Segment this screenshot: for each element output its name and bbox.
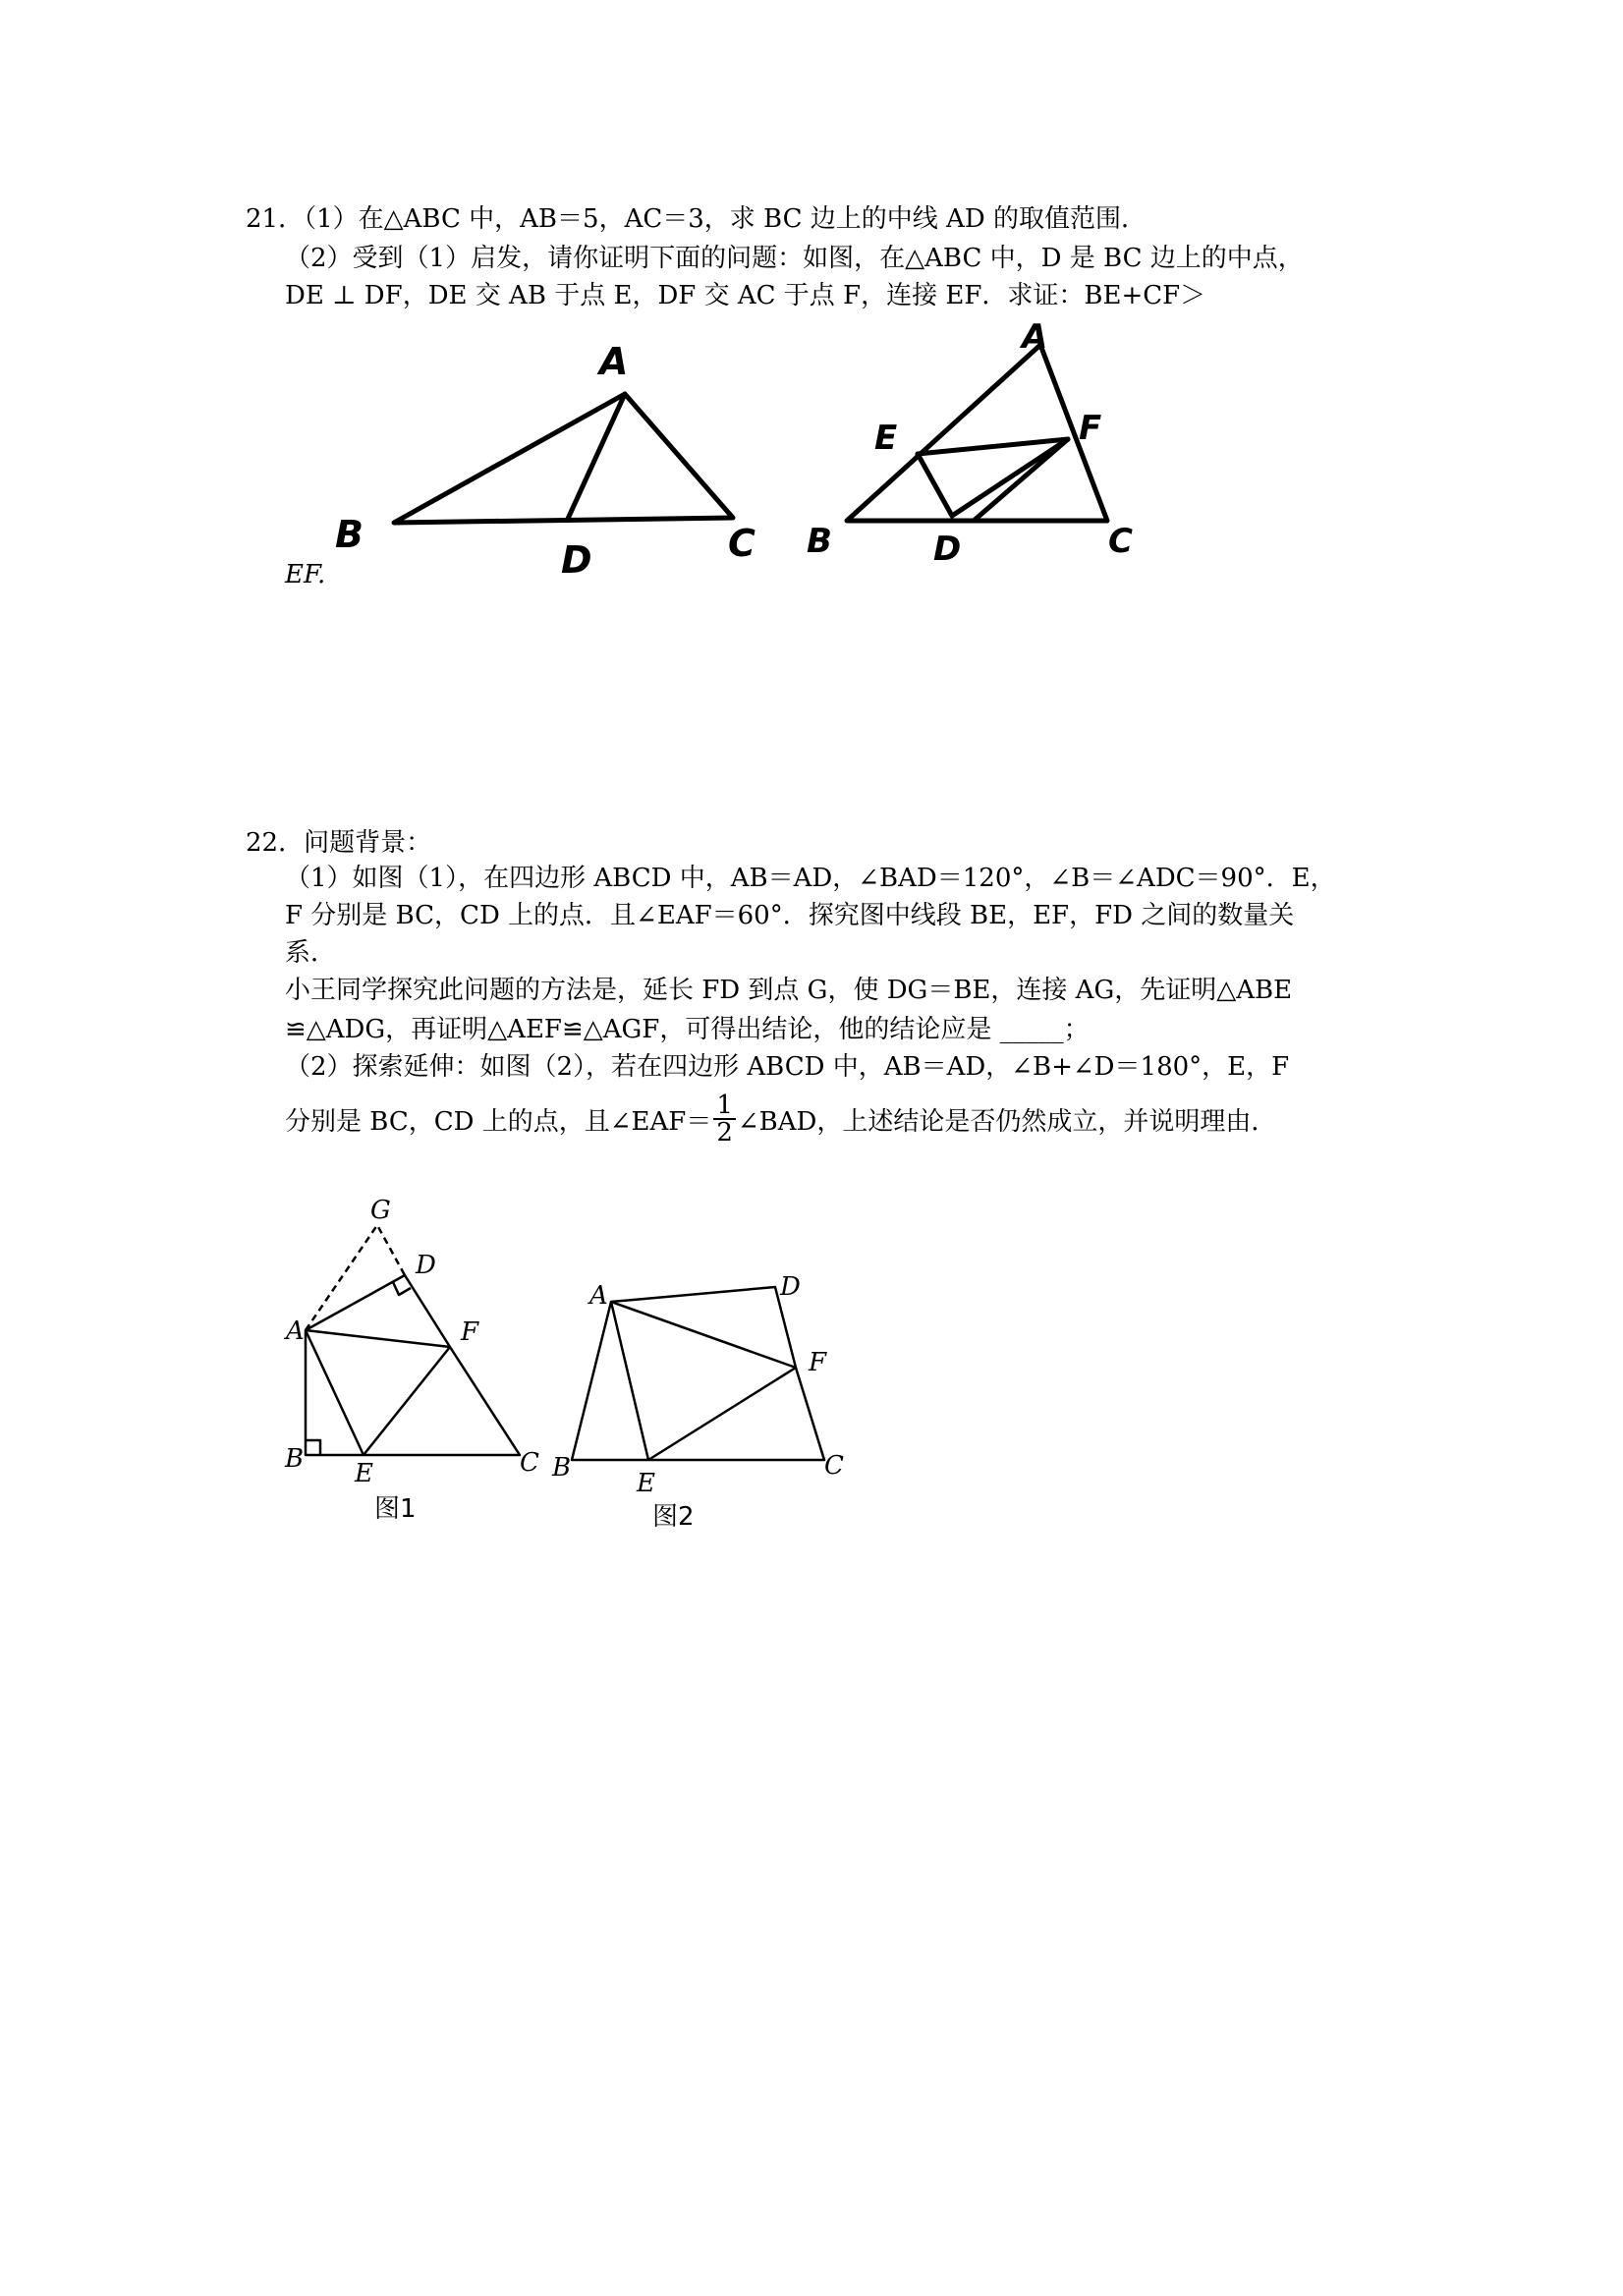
q22-fig2-label-F: F xyxy=(809,1348,827,1377)
q22-fig1-label-C: C xyxy=(520,1448,539,1478)
q21-fig2-label-B: B xyxy=(807,522,832,561)
q21-fig1-label-B: B xyxy=(335,513,364,556)
q21-fig2-label-F: F xyxy=(1079,409,1102,448)
q22-fig2-label-E: E xyxy=(637,1469,655,1498)
q21-line3: DE ⊥ DF，DE 交 AB 于点 E，DF 交 AC 于点 F，连接 EF．求证：BE+CF＞ xyxy=(285,281,1206,310)
q21-fig2-label-A: A xyxy=(1022,317,1048,357)
q22-line8-end: ∠BAD，上述结论是否仍然成立，并说明理由． xyxy=(737,1107,1277,1137)
q22-fig2-label-A: A xyxy=(589,1281,608,1311)
q22-fig1-label-F: F xyxy=(461,1317,479,1347)
q21-line1: 21．（1）在△ABC 中，AB＝5，AC＝3，求 BC 边上的中线 AD 的取值范围． xyxy=(246,204,1147,234)
q22-fig2-caption: 图2 xyxy=(652,1502,695,1532)
q22-fig2-label-D: D xyxy=(780,1272,801,1302)
q21-line4: EF. xyxy=(285,560,326,589)
q22-line1: 22．问题背景： xyxy=(246,828,432,858)
fraction-numerator: 1 xyxy=(713,1092,736,1120)
q22-line4: 系． xyxy=(285,938,337,968)
q22-line8-start: 分别是 BC，CD 上的点，且∠EAF＝ xyxy=(285,1107,712,1137)
q22-line6: ≌△ADG，再证明△AEF≌△AGF，可得出结论，他的结论应是 _____； xyxy=(285,1015,1090,1044)
q21-fig1-label-A: A xyxy=(599,340,629,383)
q22-fig2-label-B: B xyxy=(552,1453,572,1483)
q22-line3: F 分别是 BC，CD 上的点．且∠EAF＝60°．探究图中线段 BE，EF，FD 之间的数量关 xyxy=(285,901,1295,930)
q22-fig1-label-A: A xyxy=(286,1316,305,1346)
q22-line7: （2）探索延伸：如图（2），若在四边形 ABCD 中，AB＝AD，∠B+∠D＝180°，E，F xyxy=(285,1052,1290,1082)
q22-fig1-label-B: B xyxy=(285,1444,305,1474)
q22-fig1-label-G: G xyxy=(370,1196,391,1225)
q22-line2: （1）如图（1），在四边形 ABCD 中，AB＝AD，∠BAD＝120°，∠B＝∠ADC＝90°．E， xyxy=(285,864,1336,893)
q21-fig2-label-C: C xyxy=(1108,522,1133,561)
q21-fig1-label-C: C xyxy=(728,522,756,565)
q22-line5: 小王同学探究此问题的方法是，延长 FD 到点 G，使 DG＝BE，连接 AG，先证明△ABE xyxy=(285,976,1293,1005)
q22-fig2-label-C: C xyxy=(824,1451,844,1481)
q21-fig2-label-D: D xyxy=(933,530,962,569)
q22-fig1-label-D: D xyxy=(416,1251,436,1280)
fraction-denominator: 2 xyxy=(716,1118,733,1148)
q22-fig1-label-E: E xyxy=(355,1459,373,1488)
q21-line2: （2）受到（1）启发，请你证明下面的问题：如图，在△ABC 中，D 是 BC 边上的中点， xyxy=(285,244,1304,273)
q22-fig1-caption: 图1 xyxy=(374,1494,417,1524)
q21-fig1-label-D: D xyxy=(561,538,592,582)
q21-fig2-label-E: E xyxy=(874,419,898,458)
